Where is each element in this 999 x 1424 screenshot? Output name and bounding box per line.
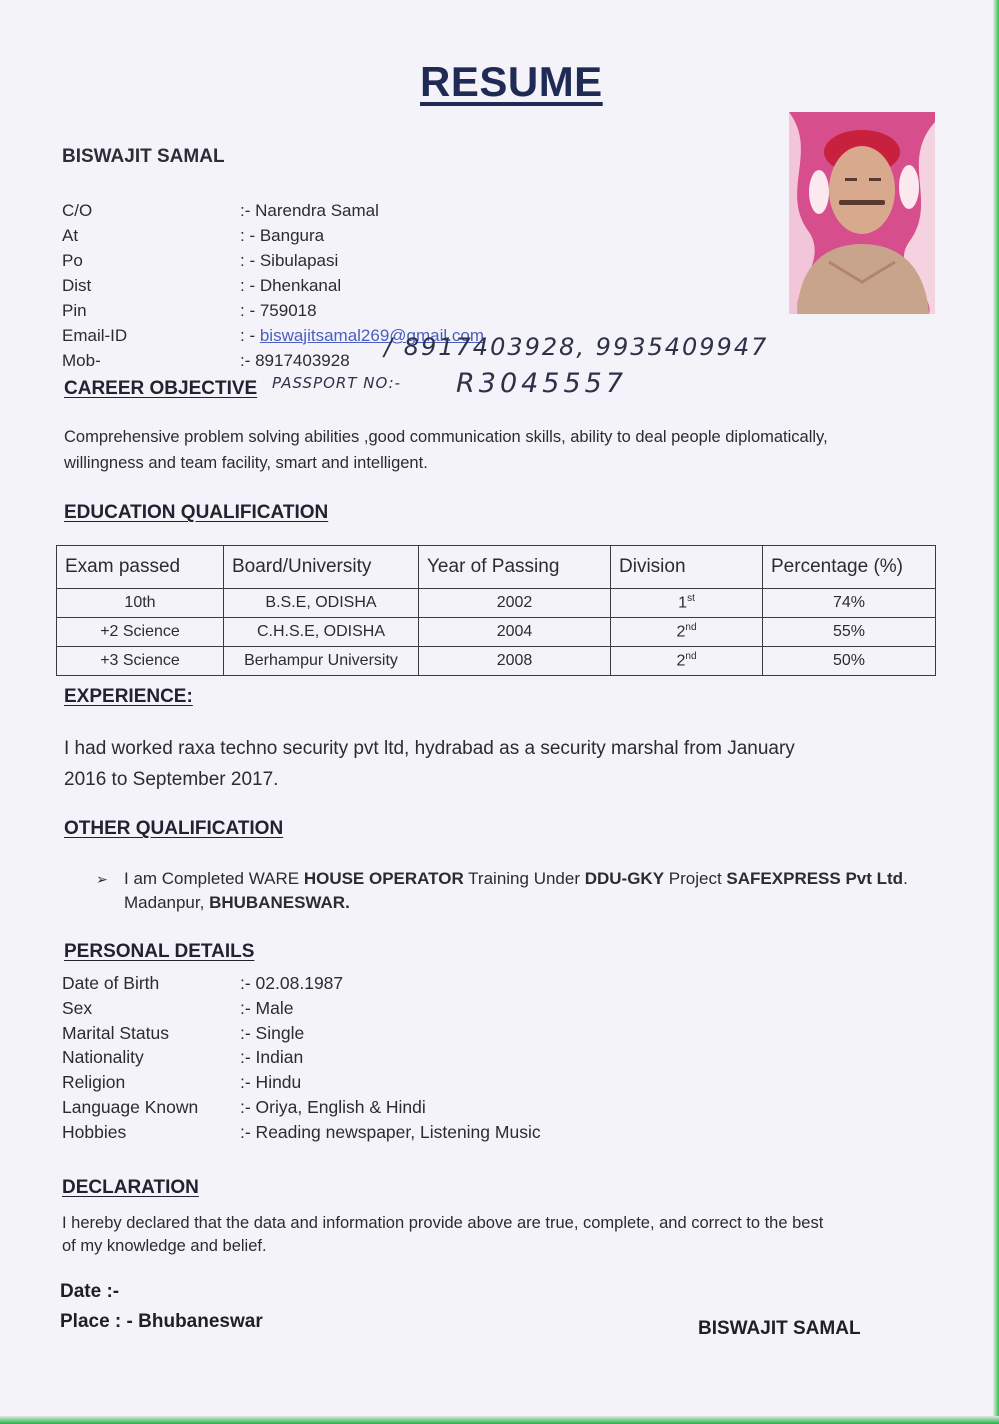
column-header: Year of Passing xyxy=(419,546,611,589)
qualification-text: Training Under xyxy=(463,869,585,888)
profile-photo xyxy=(789,112,935,314)
contact-label: Mob- xyxy=(62,351,101,370)
date-field: Date :- xyxy=(60,1281,120,1302)
detail-label: Date of Birth xyxy=(62,973,160,993)
cell-percentage: 55% xyxy=(763,618,936,647)
column-header: Exam passed xyxy=(57,546,224,589)
detail-value: :- 02.08.1987 xyxy=(240,973,344,993)
contact-value: : - 759018 xyxy=(240,301,317,320)
detail-label: Language Known xyxy=(62,1097,199,1117)
career-objective-heading: CAREER OBJECTIVE xyxy=(64,378,258,399)
handwritten-passport-label: PASSPORT NO:- xyxy=(272,374,402,392)
other-qualification-item-line-2 xyxy=(124,890,350,916)
detail-value: :- Oriya, English & Hindi xyxy=(240,1097,426,1117)
contact-value: : - Bangura xyxy=(240,226,325,245)
detail-value: :- Male xyxy=(240,998,294,1018)
handwritten-phone-numbers: / 8917403928, 9935409947 xyxy=(384,333,769,361)
other-qualification-heading: OTHER QUALIFICATION xyxy=(64,818,284,839)
experience-line-2: 2016 to September 2017. xyxy=(64,769,279,790)
career-objective-line-2: willingness and team facility, smart and intelligent. xyxy=(64,454,428,472)
qualification-text: . xyxy=(903,869,908,888)
detail-label: Nationality xyxy=(62,1047,144,1067)
cell-board: B.S.E, ODISHA xyxy=(224,589,419,618)
detail-value: :- Indian xyxy=(240,1047,304,1067)
cell-board: C.H.S.E, ODISHA xyxy=(224,618,419,647)
arrow-bullet-icon: ➢ xyxy=(96,871,108,887)
education-heading: EDUCATION QUALIFICATION xyxy=(64,502,329,523)
column-header: Division xyxy=(611,546,763,589)
cell-exam: +3 Science xyxy=(57,647,224,676)
contact-value: :- Narendra Samal xyxy=(240,201,379,220)
contact-value: : - Sibulapasi xyxy=(240,251,339,270)
candidate-name: BISWAJIT SAMAL xyxy=(62,146,225,167)
education-table-header xyxy=(57,546,936,589)
other-qualification-item xyxy=(96,866,908,892)
division-suffix: st xyxy=(687,593,695,605)
cell-division xyxy=(611,589,763,618)
cell-exam: +2 Science xyxy=(57,618,224,647)
handwritten-passport-number: R3045557 xyxy=(456,368,628,399)
contact-label: C/O xyxy=(62,201,93,220)
contact-label: Dist xyxy=(62,276,92,295)
cell-division xyxy=(611,647,763,676)
declaration-line-2: of my knowledge and belief. xyxy=(62,1237,267,1255)
column-header: Percentage (%) xyxy=(763,546,936,589)
contact-label: Pin xyxy=(62,301,87,320)
division-suffix: nd xyxy=(685,651,697,663)
experience-line-1: I had worked raxa techno security pvt ltd, hydrabad as a security marshal from January xyxy=(64,738,795,759)
email-link[interactable]: biswajitsamal269@gmail.com xyxy=(259,326,485,345)
signature-name: BISWAJIT SAMAL xyxy=(698,1318,861,1339)
qualification-bold-text: DDU-GKY xyxy=(584,869,665,888)
cell-year: 2008 xyxy=(419,647,611,676)
table-row xyxy=(57,647,936,676)
table-row xyxy=(57,618,936,647)
place-field: Place : - Bhubaneswar xyxy=(60,1311,263,1332)
contact-value: : - Dhenkanal xyxy=(240,276,342,295)
detail-label: Marital Status xyxy=(62,1023,169,1043)
declaration-heading: DECLARATION xyxy=(62,1177,199,1198)
page-edge-bottom xyxy=(0,1416,999,1424)
qualification-text: Project xyxy=(664,869,727,888)
cell-percentage: 50% xyxy=(763,647,936,676)
cell-exam: 10th xyxy=(57,589,224,618)
cell-percentage: 74% xyxy=(763,589,936,618)
table-row xyxy=(57,589,936,618)
division-number: 2 xyxy=(676,623,686,641)
division-number: 1 xyxy=(678,594,688,612)
career-objective-line-1: Comprehensive problem solving abilities ,good communication skills, ability to deal people diplomatically, xyxy=(64,428,828,446)
person-photo-icon xyxy=(789,112,935,314)
contact-label: Po xyxy=(62,251,83,270)
column-header: Board/University xyxy=(224,546,419,589)
cell-year: 2004 xyxy=(419,618,611,647)
contact-label: At xyxy=(62,226,79,245)
division-suffix: nd xyxy=(685,622,697,634)
contact-label: Email-ID xyxy=(62,326,128,345)
qualification-bold-text: BHUBANESWAR. xyxy=(209,893,350,912)
declaration-line-1: I hereby declared that the data and information provide above are true, complete, and correct to the best xyxy=(62,1214,824,1232)
detail-label: Religion xyxy=(62,1072,126,1092)
personal-details-heading: PERSONAL DETAILS xyxy=(64,941,255,962)
qualification-bold-text: SAFEXPRESS Pvt Ltd xyxy=(726,869,904,888)
detail-value: :- Hindu xyxy=(240,1072,302,1092)
division-number: 2 xyxy=(676,652,686,670)
resume-title: RESUME xyxy=(420,58,603,105)
email-prefix: : - xyxy=(240,326,260,345)
qualification-text: I am Completed WARE xyxy=(124,869,304,888)
detail-value: :- Reading newspaper, Listening Music xyxy=(240,1122,541,1142)
cell-division xyxy=(611,618,763,647)
contact-value: :- 8917403928 xyxy=(240,351,350,370)
detail-label: Sex xyxy=(62,998,93,1018)
education-table xyxy=(56,545,936,676)
qualification-bold-text: HOUSE OPERATOR xyxy=(303,869,464,888)
detail-value: :- Single xyxy=(240,1023,305,1043)
qualification-text: Madanpur, xyxy=(124,893,210,912)
cell-year: 2002 xyxy=(419,589,611,618)
detail-label: Hobbies xyxy=(62,1122,127,1142)
page-edge-right xyxy=(993,0,999,1424)
cell-board: Berhampur University xyxy=(224,647,419,676)
experience-heading: EXPERIENCE: xyxy=(64,686,193,707)
